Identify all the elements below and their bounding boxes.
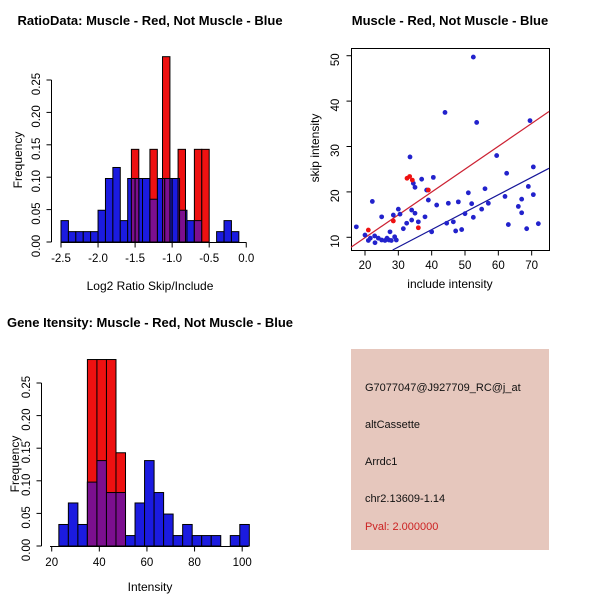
ratio-histogram-xlabel: Log2 Ratio Skip/Include	[86, 279, 214, 293]
svg-text:0.00: 0.00	[31, 234, 43, 258]
gene-intensity-histogram-ylabel: Frequency	[8, 435, 22, 493]
svg-text:20: 20	[358, 260, 372, 272]
svg-text:0.25: 0.25	[21, 375, 33, 399]
svg-text:40: 40	[330, 98, 342, 112]
svg-text:-0.5: -0.5	[199, 253, 220, 265]
intensity-scatter-xlabel: include intensity	[407, 277, 493, 291]
svg-text:40: 40	[92, 557, 106, 569]
probeset-id-text: G7077047@J927709_RC@j_at	[365, 382, 521, 394]
svg-text:0.00: 0.00	[21, 538, 33, 562]
intensity-scatter-plot	[300, 0, 600, 300]
svg-text:70: 70	[525, 260, 539, 272]
gene-intensity-histogram-title: Gene Itensity: Muscle - Red, Not Muscle - Blue	[6, 315, 294, 330]
svg-text:100: 100	[232, 557, 252, 569]
svg-text:20: 20	[45, 557, 59, 569]
gene-intensity-histogram-plot	[0, 300, 300, 600]
gene-symbol-text: Arrdc1	[365, 456, 398, 468]
gene-info-box	[351, 349, 549, 550]
svg-text:0.20: 0.20	[31, 105, 43, 128]
gene-info-panel	[300, 300, 600, 600]
svg-text:20: 20	[330, 189, 342, 203]
gene-intensity-histogram-panel	[0, 300, 300, 600]
svg-text:-1.5: -1.5	[125, 253, 146, 265]
pval-text: Pval: 2.000000	[365, 521, 439, 533]
genome-location-text: chr2.13609-1.14	[365, 493, 446, 505]
svg-text:60: 60	[140, 557, 154, 569]
svg-text:0.10: 0.10	[21, 473, 33, 496]
svg-text:30: 30	[391, 260, 405, 272]
svg-text:-2.5: -2.5	[51, 253, 71, 265]
svg-text:50: 50	[458, 260, 472, 272]
svg-text:0.05: 0.05	[21, 506, 33, 529]
ratio-histogram-ylabel: Frequency	[11, 131, 25, 189]
svg-text:0.25: 0.25	[31, 72, 43, 96]
intensity-scatter-panel	[300, 0, 600, 300]
svg-text:30: 30	[330, 144, 342, 157]
svg-text:80: 80	[188, 557, 201, 569]
svg-text:0.15: 0.15	[21, 441, 33, 464]
splice-event-text: altCassette	[365, 419, 421, 431]
svg-text:10: 10	[330, 234, 342, 248]
svg-text:60: 60	[491, 260, 505, 272]
svg-text:0.0: 0.0	[238, 253, 255, 265]
svg-text:0.10: 0.10	[31, 170, 43, 193]
gene-intensity-histogram-xlabel: Intensity	[127, 580, 173, 594]
svg-text:50: 50	[330, 53, 342, 67]
svg-text:0.05: 0.05	[31, 202, 43, 225]
ratio-histogram-plot	[0, 0, 300, 300]
svg-text:40: 40	[425, 260, 439, 272]
ratio-histogram-title: RatioData: Muscle - Red, Not Muscle - Blue	[17, 13, 283, 28]
svg-text:-2.0: -2.0	[88, 253, 108, 265]
intensity-scatter-ylabel: skip intensity	[308, 113, 322, 183]
svg-text:0.20: 0.20	[21, 408, 33, 431]
intensity-scatter-title: Muscle - Red, Not Muscle - Blue	[351, 13, 549, 28]
svg-text:0.15: 0.15	[31, 137, 43, 160]
svg-text:-1.0: -1.0	[162, 253, 183, 265]
ratio-histogram-panel	[0, 0, 300, 300]
